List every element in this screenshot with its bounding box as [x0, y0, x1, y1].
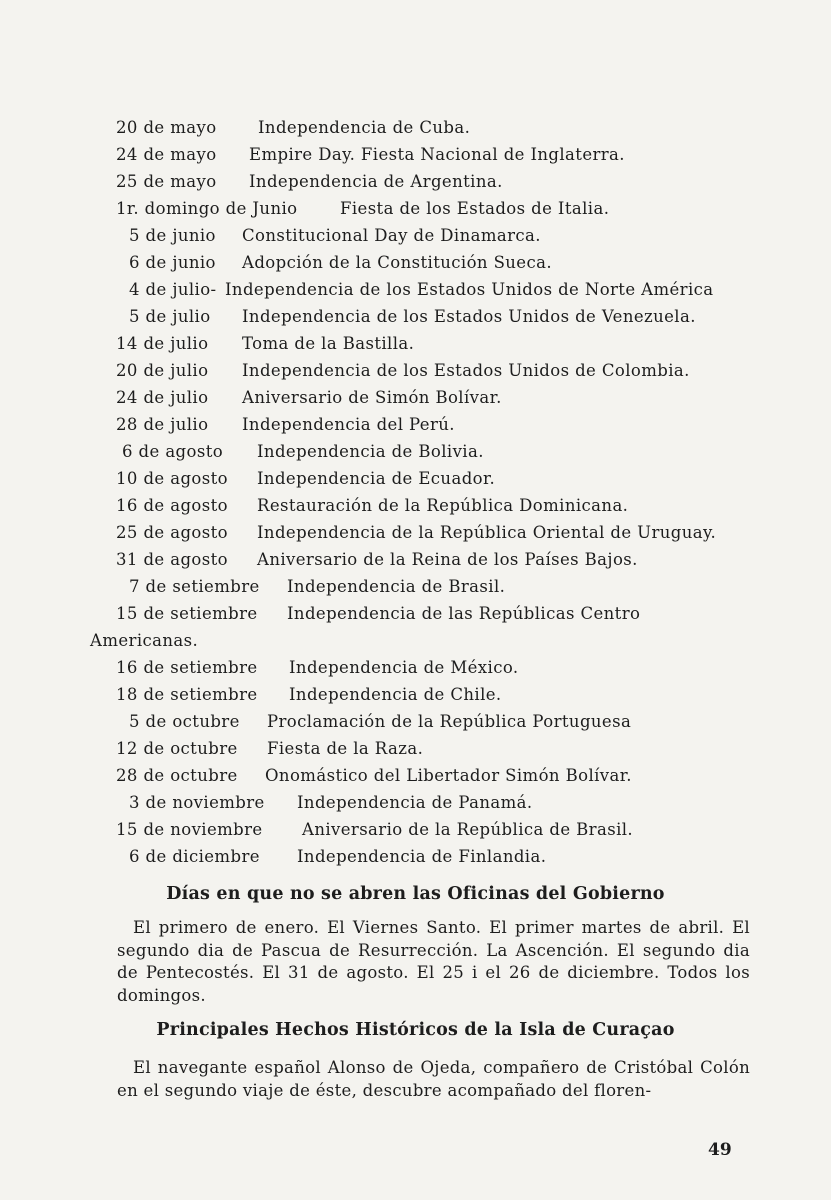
holiday-date: 5 de octubre	[129, 712, 240, 731]
holiday-entry	[0, 546, 831, 573]
holiday-date: 5 de junio	[129, 226, 216, 245]
holiday-date: 25 de mayo	[116, 172, 217, 191]
holiday-entry	[0, 843, 831, 870]
holiday-entry	[0, 249, 831, 276]
heading-curacao-history: Principales Hechos Históricos de la Isla de Curaçao	[156, 1020, 675, 1040]
paragraph-government-closures: El primero de enero. El Viernes Santo. El primer martes de abril. El segundo dia de Pascua de Resurrección. La Ascención. El segundo dia de Pentecostés. El 31 de agosto. El 25 i el 26 de diciembre. Todos los domingos.	[117, 918, 750, 1005]
holiday-date: 28 de julio	[116, 415, 209, 434]
holiday-date: 24 de julio	[116, 388, 209, 407]
holiday-entry	[0, 762, 831, 789]
holiday-event: Adopción de la Constitución Sueca.	[242, 253, 552, 272]
holiday-date: 10 de agosto	[116, 469, 228, 488]
holiday-entry	[0, 492, 831, 519]
holiday-date: 5 de julio	[129, 307, 211, 326]
holiday-entry	[0, 438, 831, 465]
holiday-event: Independencia de Panamá.	[297, 793, 533, 812]
holiday-entry	[0, 465, 831, 492]
holiday-date: 7 de setiembre	[129, 577, 260, 596]
holiday-date: 31 de agosto	[116, 550, 228, 569]
holiday-event: Aniversario de Simón Bolívar.	[242, 388, 502, 407]
holiday-event: Independencia de los Estados Unidos de Colombia.	[242, 361, 690, 380]
holiday-event: Restauración de la República Dominicana.	[257, 496, 629, 515]
holiday-date: 6 de agosto	[122, 442, 224, 461]
holiday-event: Independencia de los Estados Unidos de Venezuela.	[242, 307, 696, 326]
holiday-event: Onomástico del Libertador Simón Bolívar.	[265, 766, 632, 785]
holiday-entry	[0, 600, 831, 627]
holiday-event: Independencia de las Repúblicas Centro	[287, 604, 641, 623]
holiday-event: Independencia de la República Oriental de Uruguay.	[257, 523, 717, 542]
holiday-event: Aniversario de la Reina de los Países Bajos.	[257, 550, 638, 569]
holiday-date: 28 de octubre	[116, 766, 238, 785]
holiday-entry	[0, 330, 831, 357]
holiday-date: 4 de julio-	[129, 280, 217, 299]
holiday-date: 16 de agosto	[116, 496, 228, 515]
holiday-event: Independencia de Ecuador.	[257, 469, 496, 488]
holiday-event: Independencia del Perú.	[242, 415, 455, 434]
holiday-event: Independencia de Finlandia.	[297, 847, 547, 866]
holiday-date: 14 de julio	[116, 334, 209, 353]
holiday-date: 24 de mayo	[116, 145, 217, 164]
holiday-entry	[0, 816, 831, 843]
holiday-date: 12 de octubre	[116, 739, 238, 758]
holiday-entry	[0, 708, 831, 735]
holiday-event: Independencia de Cuba.	[258, 118, 471, 137]
holiday-date: 16 de setiembre	[116, 658, 258, 677]
holiday-event: Independencia de Brasil.	[287, 577, 506, 596]
holiday-event: Fiesta de los Estados de Italia.	[340, 199, 610, 218]
holiday-entry	[0, 114, 831, 141]
holiday-event-continuation: Americanas.	[90, 631, 199, 650]
holiday-date: 6 de diciembre	[129, 847, 260, 866]
holiday-entry	[0, 357, 831, 384]
holiday-date: 15 de noviembre	[116, 820, 263, 839]
holiday-entry	[0, 411, 831, 438]
holiday-event: Aniversario de la República de Brasil.	[302, 820, 634, 839]
holiday-entry	[0, 384, 831, 411]
heading-government-closures: Días en que no se abren las Oficinas del Gobierno	[166, 884, 665, 904]
holiday-date: 3 de noviembre	[129, 793, 265, 812]
holiday-date: 18 de setiembre	[116, 685, 258, 704]
holiday-event: Independencia de Argentina.	[249, 172, 503, 191]
holiday-entry	[0, 573, 831, 600]
holiday-date: 20 de julio	[116, 361, 209, 380]
holiday-event: Independencia de México.	[289, 658, 519, 677]
holiday-entry	[0, 195, 831, 222]
holiday-date: 20 de mayo	[116, 118, 217, 137]
holiday-event: Constitucional Day de Dinamarca.	[242, 226, 541, 245]
holiday-event: Independencia de los Estados Unidos de Norte América	[225, 280, 714, 299]
holiday-entry	[0, 735, 831, 762]
holiday-event: Proclamación de la República Portuguesa	[267, 712, 632, 731]
holiday-entry	[0, 789, 831, 816]
holiday-event: Empire Day. Fiesta Nacional de Inglaterra.	[249, 145, 625, 164]
holiday-list	[0, 114, 831, 870]
holiday-entry	[0, 654, 831, 681]
page-number: 49	[708, 1140, 732, 1160]
holiday-date: 15 de setiembre	[116, 604, 258, 623]
holiday-entry	[0, 141, 831, 168]
holiday-entry	[0, 276, 831, 303]
holiday-date: 6 de junio	[129, 253, 216, 272]
holiday-event: Independencia de Bolivia.	[257, 442, 484, 461]
holiday-event: Toma de la Bastilla.	[242, 334, 415, 353]
holiday-date: 1r. domingo de Junio	[116, 199, 298, 218]
holiday-entry	[0, 681, 831, 708]
holiday-event: Fiesta de la Raza.	[267, 739, 424, 758]
holiday-entry	[0, 303, 831, 330]
holiday-entry	[0, 168, 831, 195]
holiday-event: Independencia de Chile.	[289, 685, 502, 704]
holiday-date: 25 de agosto	[116, 523, 228, 542]
holiday-entry	[0, 222, 831, 249]
holiday-entry	[0, 519, 831, 546]
paragraph-curacao-history: El navegante español Alonso de Ojeda, compañero de Cristóbal Colón en el segundo viaje de éste, descubre acompañado del floren-	[117, 1058, 750, 1100]
